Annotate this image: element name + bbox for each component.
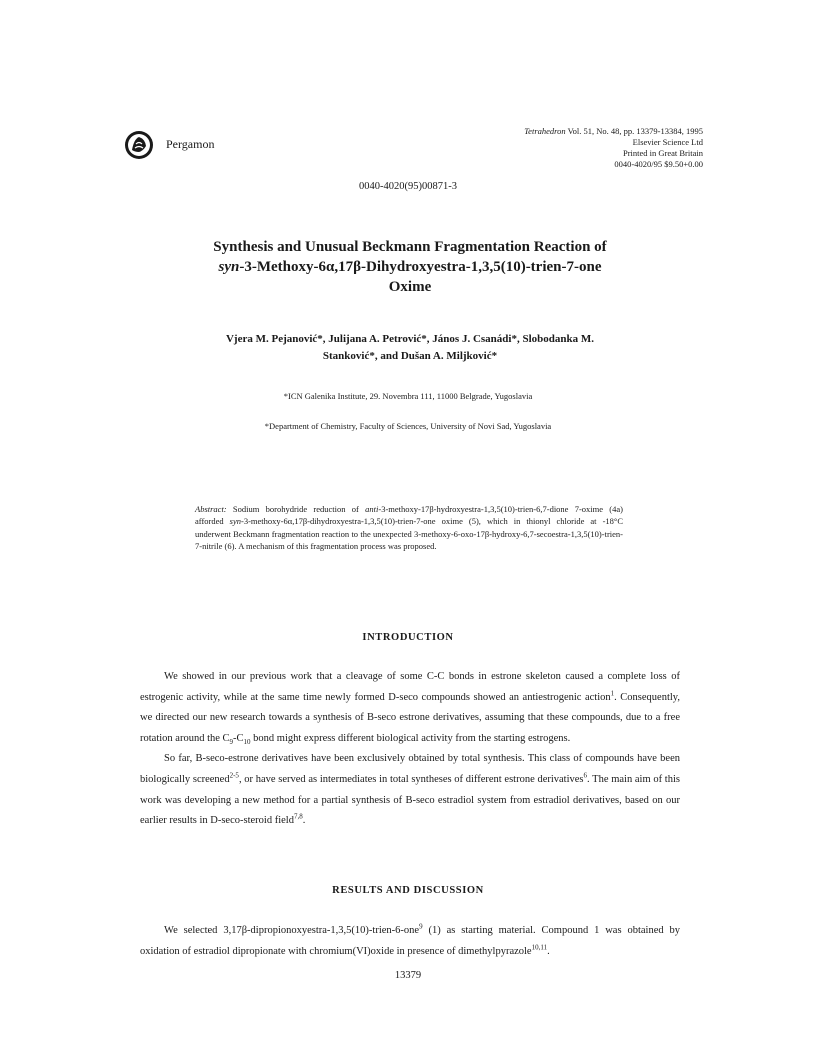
abstract [195,503,623,552]
text-run: So far, B-seco-estrone derivatives have been exclusively obtained by total synthesis. This class of compounds have been biologically screened [140,753,680,785]
paragraph [140,749,680,831]
text-run: . [302,815,306,827]
introduction-body [140,667,680,832]
author-list [170,331,650,365]
abstract-label: Abstract: [195,504,227,514]
journal-citation [524,126,703,170]
citation-ref: 7,8 [293,812,303,821]
subscript: 10 [243,737,251,746]
authors-line-2: Stanković*, and Dušan A. Miljković* [322,350,498,362]
journal-line-1 [524,126,703,137]
text-run: bond might express different biological activity from the starting estrogens. [250,732,571,744]
journal-line-2: Elsevier Science Ltd [632,137,703,147]
citation-ref: 9 [419,922,423,931]
abstract-italic-1: anti [365,504,379,514]
text-run: . Consequently, we directed our new research towards a synthesis of B-seco estrone derivatives, assuming that these compounds, due to a free rotation around the C [140,691,680,744]
results-body [140,921,680,962]
citation-ref: 6 [583,771,588,780]
text-run: (1) as starting material. Compound 1 was obtained by oxidation of estradiol dipropionate with chromium(VI)oxide in presence of dimethylpyrazole [140,925,680,957]
doi: 0040-4020(95)00871-3 [359,181,457,192]
section-heading-introduction: INTRODUCTION [362,632,454,643]
title-line-2 [150,257,670,277]
text-run: We selected 3,17β-dipropionoxyestra-1,3,5(10)-trien-6-one [164,925,420,936]
text-run: , or have served as intermediates in total syntheses of different estrone derivatives [238,773,584,785]
paragraph [140,667,680,749]
text-run: -C [233,732,244,744]
text-run: . The main aim of this work was developing a new method for a partial synthesis of B-seco estradiol system from estradiol derivatives, based on our earlier results in D-seco-steroid field [140,773,680,827]
paragraph [140,921,680,962]
journal-volume: Vol. 51, No. 48, pp. 13379-13384, 1995 [565,126,703,136]
title-italic: syn [218,259,240,275]
affiliation-1: *ICN Galenika Institute, 29. Novembra 111, 11000 Belgrade, Yugoslavia [283,391,533,401]
affiliation-2: *Department of Chemistry, Faculty of Sciences, University of Novi Sad, Yugoslavia [264,421,552,431]
authors-line-1: Vjera M. Pejanović*, Julijana A. Petrović*, János J. Csanádi*, Slobodanka M. [225,333,594,345]
page-number: 13379 [394,970,422,981]
publisher-name: Pergamon [166,137,215,151]
section-heading-results: RESULTS AND DISCUSSION [332,885,484,896]
abstract-text-1: Sodium borohydride reduction of [226,504,366,514]
citation-ref: 10,11 [531,943,548,952]
paper-title [150,237,670,297]
abstract-italic-2: syn [229,516,242,527]
citation-ref: 1 [610,689,615,698]
title-line-3: Oxime [388,279,432,295]
abstract-text-3: -3-methoxy-6α,17β-dihydroxyestra-1,3,5(10)-trien-7-one oxime (5), which in thionyl chloride at -18°C underwent Beckmann fragmentation reaction to the unexpected 3-methoxy-6-oxo-17β-hydroxy-6,7-secoestra-1,3,5(10)-trien-7-nitrile (6). A mechanism of this fragmentation process was proposed. [195,516,623,551]
text-run: We showed in our previous work that a cleavage of some C-C bonds in estrone skeleton caused a complete loss of estrogenic activity, while at the same time newly formed D-seco compounds showed an antiestrogenic action [140,671,680,703]
abstract-text-2: -3-methoxy-17β-hydroxyestra-1,3,5(10)-trien-6,7-dione 7-oxime (4a) afforded [195,504,623,527]
journal-line-3: Printed in Great Britain [622,148,703,158]
elsevier-tree-logo-icon [124,130,154,160]
title-line-2-rest: -3-Methoxy-6α,17β-Dihydroxyestra-1,3,5(10)-trien-7-one [239,259,602,275]
subscript: 9 [229,737,234,746]
citation-ref: 2-5 [229,771,239,780]
journal-name: Tetrahedron [524,126,566,136]
text-run: . [547,945,550,957]
title-line-1: Synthesis and Unusual Beckmann Fragmentation Reaction of [213,239,607,255]
journal-line-4: 0040-4020/95 $9.50+0.00 [614,159,703,169]
